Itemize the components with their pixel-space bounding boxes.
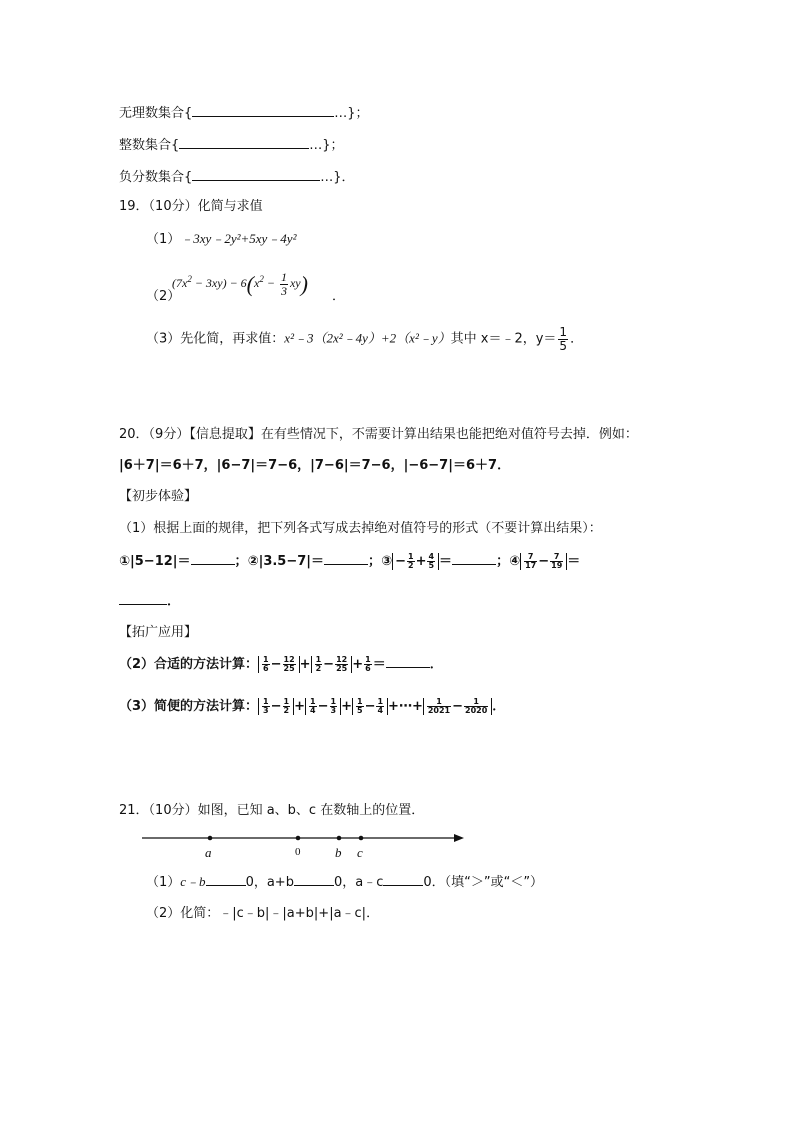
q20-item4-abs: $\frac{7}{17}$ − $\frac{7}{19}$ [520,553,567,570]
label-b: b [335,845,342,860]
q20-items-row: ①|5−12|＝ ；②|3.5−7|＝ ；③ − $\frac{1}{2}$ + $\frac{4}{5}$ ＝ ；④ $\frac{7}{17}$ − $\frac{7}{19}$ ＝ [119,552,581,570]
q21-part2: （2）化简：﹣|c﹣b|﹣|a+b|+|a﹣c|． [146,906,380,921]
label-zero: 0 [295,846,301,858]
q20-part1: （1）根据上面的规律，把下列各式写成去掉绝对值符号的形式（不要计算出结果）： [119,521,602,536]
number-line [140,826,470,862]
q19-y-fraction: $\frac{1}{5}$ [559,325,568,353]
point-c [359,836,364,841]
negative-fraction-set-blank[interactable] [192,168,320,181]
q20-item4-answer-line: ． [119,592,180,611]
q19-part2-expression: $(7x^2 - 3xy) - 6(x^2$ − $\frac{1}{3}$ xy) [172,270,308,298]
q21-blank-2[interactable] [294,873,334,886]
q20-examples: |6＋7|＝6＋7，|6−7|＝7−6，|7−6|＝7−6，|−6−7|＝6＋7． [119,458,511,473]
q19-part3: （3）先化简，再求值：x²﹣3（2x²﹣4y）+2（x²﹣y）其中 x＝﹣2，y＝ $\frac{1}{5}$ ． [146,325,584,353]
irrational-set-line: 无理数集合{ …}； [119,106,369,121]
q20-section-initial: 【初步体验】 [119,489,198,504]
label-c: c [357,845,363,860]
q20-item2-blank[interactable] [324,552,368,565]
q20-item1-blank[interactable] [191,552,235,565]
point-b [337,836,342,841]
q20-section-extended: 【拓广应用】 [119,625,198,640]
point-a [208,836,213,841]
integer-set-line: 整数集合{ …}； [119,138,344,153]
q20-part2: （2）合适的方法计算： $\frac{1}{6}$ − $\frac{12}{25}$ + $\frac{1}{2}$ − $\frac{12}{25}$ + $\frac{1}{6}$ ＝ ． [119,655,443,673]
number-line-arrow-icon [454,834,464,842]
point-zero [296,836,301,841]
q20-item4-blank[interactable] [119,592,167,605]
q19-part1: （1）﹣3xy﹣2y²+5xy﹣4y² [146,231,297,247]
integer-set-blank[interactable] [179,136,309,149]
q21-part1: （1）c﹣b 0，a+b 0，a﹣c 0．（填“＞”或“＜”） [146,874,544,890]
negative-fraction-set-line: 负分数集合{ …}． [119,170,355,185]
q20-part2-blank[interactable] [386,655,430,668]
irrational-set-blank[interactable] [192,104,334,117]
q19-header: 19．（10分）化简与求值 [119,199,263,214]
q21-blank-1[interactable] [206,873,246,886]
label-a: a [205,845,212,860]
q20-item3-abs: − $\frac{1}{2}$ + $\frac{4}{5}$ [392,553,439,570]
q20-part3: （3）简便的方法计算： $\frac{1}{3}$ − $\frac{1}{2}$ + $\frac{1}{4}$ − $\frac{1}{3}$ + $\frac{1}{5}$ − $\frac{1}{4}$ +⋯+ $\frac{1}{2021}$ − $\frac{1}{2020}$ ． [119,697,506,715]
q20-header: 20．（9分）【信息提取】在有些情况下，不需要计算出结果也能把绝对值符号去掉．例如： [119,427,638,442]
q21-header: 21．（10分）如图，已知 a、b、c 在数轴上的位置． [119,803,425,818]
q20-item3-blank[interactable] [452,552,496,565]
q21-blank-3[interactable] [383,873,423,886]
